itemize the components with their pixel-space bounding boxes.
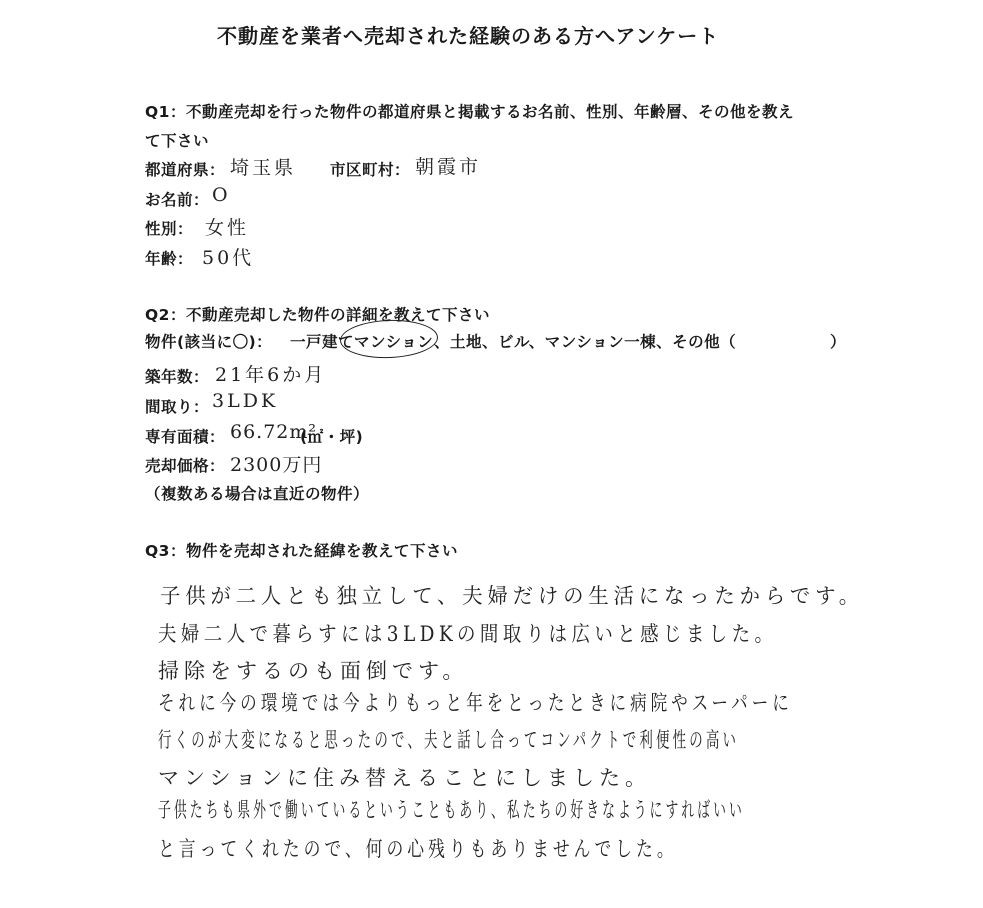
price-label: 売却価格： [145, 457, 226, 475]
area-unit: (㎡・坪) [300, 428, 364, 446]
price-value: 2300万円 [230, 454, 323, 476]
prefecture-label: 都道府県： [145, 161, 226, 179]
property-option-close-paren: ） [830, 333, 847, 351]
answer-line-6: マンションに住み替えることにしました。 [158, 766, 652, 790]
age-value: 50代 [202, 247, 255, 269]
city-label: 市区町村： [330, 161, 411, 179]
building-age-value: 21年6か月 [215, 364, 327, 386]
name-value: O [212, 184, 231, 206]
property-label: 物件(該当に〇)： [145, 333, 273, 351]
building-age-label: 築年数： [145, 368, 210, 386]
property-option-mansion: マンション [354, 333, 434, 351]
gender-label: 性別： [145, 220, 194, 238]
area-label: 専有面積： [145, 428, 226, 446]
page-title: 不動産を業者へ売却された経験のある方へアンケート [217, 24, 720, 48]
answer-line-8: と言ってくれたので、何の心残りもありませんでした。 [158, 837, 678, 861]
q1-question-continued: て下さい [145, 132, 210, 150]
gender-value: 女性 [205, 217, 250, 239]
city-value: 朝霞市 [415, 156, 482, 178]
layout-label: 間取り： [145, 398, 210, 416]
age-label: 年齢： [145, 250, 194, 268]
layout-value: 3LDK [212, 390, 279, 412]
q1-question: Q1：不動産売却を行った物件の都道府県と掲載するお名前、性別、年齢層、その他を教え [145, 103, 794, 121]
q2-question: Q2：不動産売却した物件の詳細を教えて下さい [145, 306, 490, 324]
name-label: お名前： [145, 191, 210, 209]
answer-line-2: 夫婦二人で暮らすには3LDKの間取りは広いと感じました。 [158, 622, 778, 646]
answer-line-4: それに今の環境では今よりもっと年をとったときに病院やスーパーに [158, 691, 793, 715]
answer-line-3: 掃除をするのも面倒です。 [158, 659, 469, 683]
property-option-others: 、土地、ビル、マンション一棟、その他（ [434, 333, 737, 351]
area-value: 66.72m² [230, 421, 318, 443]
property-option-detached: 一戸建て [290, 333, 355, 351]
answer-line-7: 子供たちも県外で働いているということもあり、私たちの好きなようにすればいい [158, 798, 745, 822]
note: （複数ある場合は直近の物件） [145, 485, 370, 503]
prefecture-value: 埼玉県 [230, 157, 297, 179]
answer-line-1: 子供が二人とも独立して、夫婦だけの生活になったからです。 [160, 584, 864, 608]
answer-line-5: 行くのが大変になると思ったので、夫と話し合ってコンパクトで利便性の高い [158, 728, 740, 752]
q3-question: Q3：物件を売却された経緯を教えて下さい [145, 542, 458, 560]
